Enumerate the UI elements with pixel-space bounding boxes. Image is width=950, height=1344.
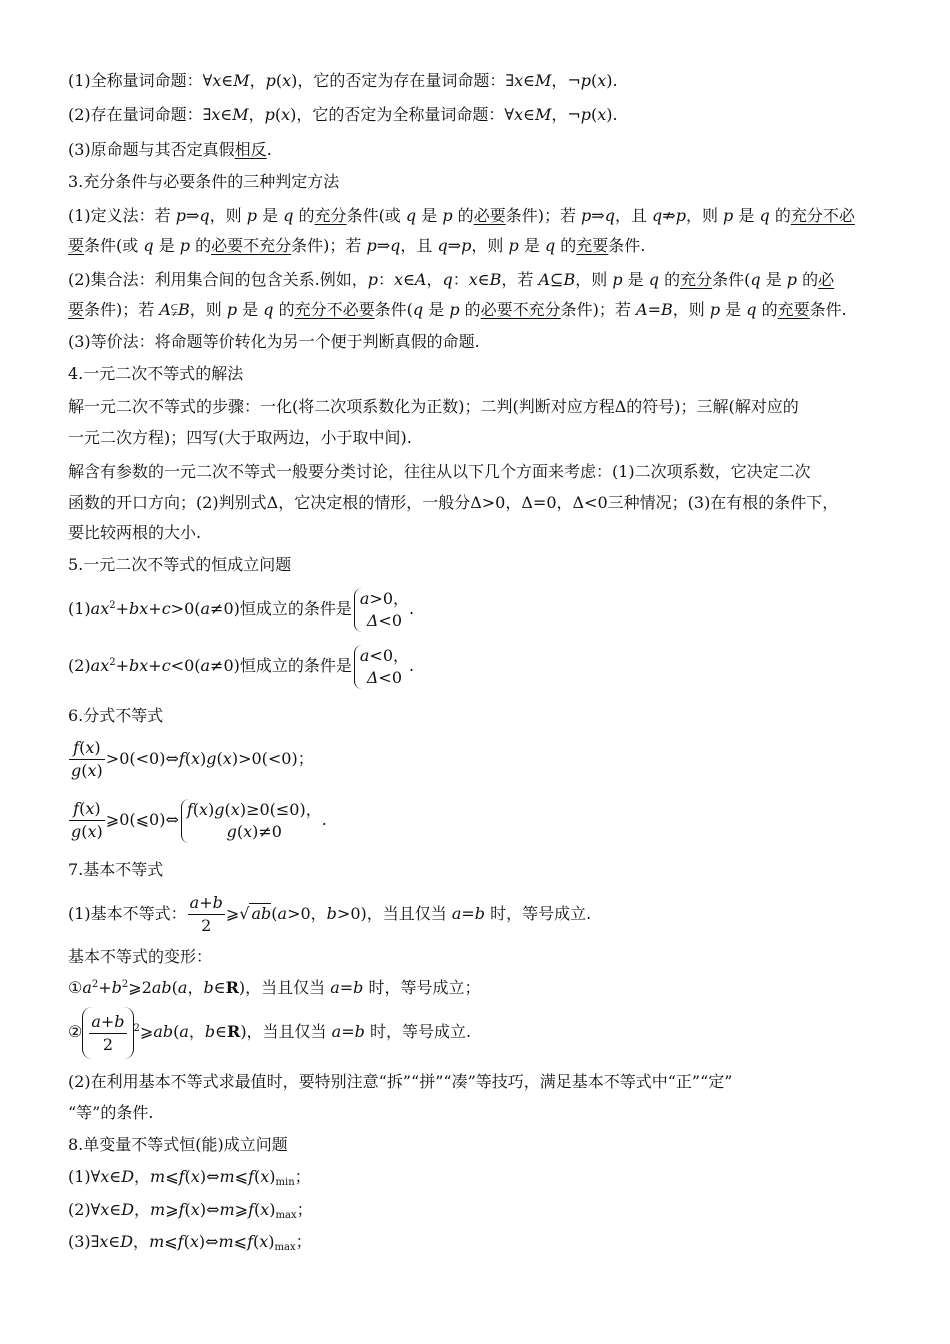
line-definition-method-2: 要条件(或 q 是 p 的必要不充分条件)；若 p⇒q，且 q⇒p，则 p 是 q 的充要条件. — [68, 236, 646, 255]
formula-7-variant-1: $①a^2+b^2⩾2ab(a$，b∈R)，当且仅当 a=b 时，等号成立； — [68, 978, 481, 997]
heading-section-5: 5.一元二次不等式的恒成立问题 — [68, 555, 292, 574]
line-existential-negation: (2)存在量词命题：∃x∈M，p(x)，它的否定为全称量词命题：∀x∈M，¬p(x). — [68, 105, 618, 124]
heading-section-8: 8.单变量不等式恒(能)成立问题 — [68, 1135, 288, 1154]
line-universal-negation: (1)全称量词命题：∀x∈M，p(x)，它的否定为存在量词命题：∃x∈M，¬p(x). — [68, 71, 618, 90]
heading-section-6: 6.分式不等式 — [68, 706, 164, 725]
line-original-vs-negation: (3)原命题与其否定真假相反. — [68, 140, 272, 159]
formula-8-1: (1)∀x∈D，$m⩽f(x)\Leftrightarrow m⩽f(x)_{min}$； — [68, 1167, 311, 1188]
para-4a: 解一元二次不等式的步骤：一化(将二次项系数化为正数)；二判(判断对应方程Δ的符号)；三解(解对应的 — [68, 397, 799, 416]
heading-section-4: 4.一元二次不等式的解法 — [68, 364, 244, 383]
formula-6-1: $\frac{f(x)}{g(x)}$ >0(<0)⇔f(x)g(x)>0(<0)； — [71, 738, 314, 780]
heading-section-3: 3.充分条件与必要条件的三种判定方法 — [68, 172, 340, 191]
para-4c: 解含有参数的一元二次不等式一般要分类讨论，往往从以下几个方面来考虑：(1)二次项系数，它决定二次 — [68, 462, 811, 481]
formula-6-2: $\frac{f(x)}{g(x)}$ ⩾0(⩽0)⇔ f(x)g(x)≥0(≤0)， g(x)≠0 . — [71, 799, 327, 841]
formula-5-2: $(2)ax^2+bx+c<0(a\ne 0)$恒成立的条件是 a<0， Δ<0 . — [68, 645, 415, 687]
line-set-method-2: 要条件)；若 A⫋B，则 p 是 q 的充分不必要条件(q 是 p 的必要不充分条件)；若 A=B，则 p 是 q 的充要条件. — [68, 300, 847, 319]
para-7-2b: “等”的条件. — [68, 1103, 154, 1122]
heading-section-7: 7.基本不等式 — [68, 860, 164, 879]
line-equivalence-method: (3)等价法：将命题等价转化为另一个便于判断真假的命题. — [68, 332, 480, 351]
para-4e: 要比较两根的大小. — [68, 523, 202, 542]
formula-8-2: (2)∀x∈D，$m⩾f(x)\Leftrightarrow m⩾f(x)_{max}$； — [68, 1200, 313, 1221]
formula-5-1: $(1)ax^2+bx+c>0(a\ne 0)$恒成立的条件是 a>0， Δ<0 . — [68, 588, 415, 630]
para-4d: 函数的开口方向；(2)判别式Δ，它决定根的情形，一般分Δ>0，Δ=0，Δ<0三种情况；(3)在有根的条件下， — [68, 493, 839, 512]
para-7-variants-head: 基本不等式的变形： — [68, 947, 213, 966]
para-7-2a: (2)在利用基本不等式求最值时，要特别注意“拆”“拼”“凑”等技巧，满足基本不等式中“正”“定” — [68, 1072, 733, 1091]
formula-7-1: (1)基本不等式： $\frac{a+b}{2}$ ⩾√ ab(a>0，b>0)，当且仅当 a=b 时，等号成立. — [68, 893, 592, 935]
formula-7-variant-2: ② $\frac{a+b}{2}$ $^2$⩾ab(a，b∈R)，当且仅当 a=b 时，等号成立. — [68, 1006, 471, 1059]
line-definition-method-1: (1)定义法：若 p⇒q，则 p 是 q 的充分条件(或 q 是 p 的必要条件)；若 p⇒q，且 q⇏p，则 p 是 q 的充分不必 — [68, 206, 855, 225]
line-set-method-1: (2)集合法：利用集合间的包含关系.例如，p：x∈A，q：x∈B，若 A⊆B，则 p 是 q 的充分条件(q 是 p 的必 — [68, 270, 835, 289]
formula-8-3: (3)∃x∈D，$m⩽f(x)\Leftrightarrow m⩽f(x)_{max}$； — [68, 1232, 312, 1253]
para-4b: 一元二次方程)；四写(大于取两边，小于取中间). — [68, 428, 412, 447]
